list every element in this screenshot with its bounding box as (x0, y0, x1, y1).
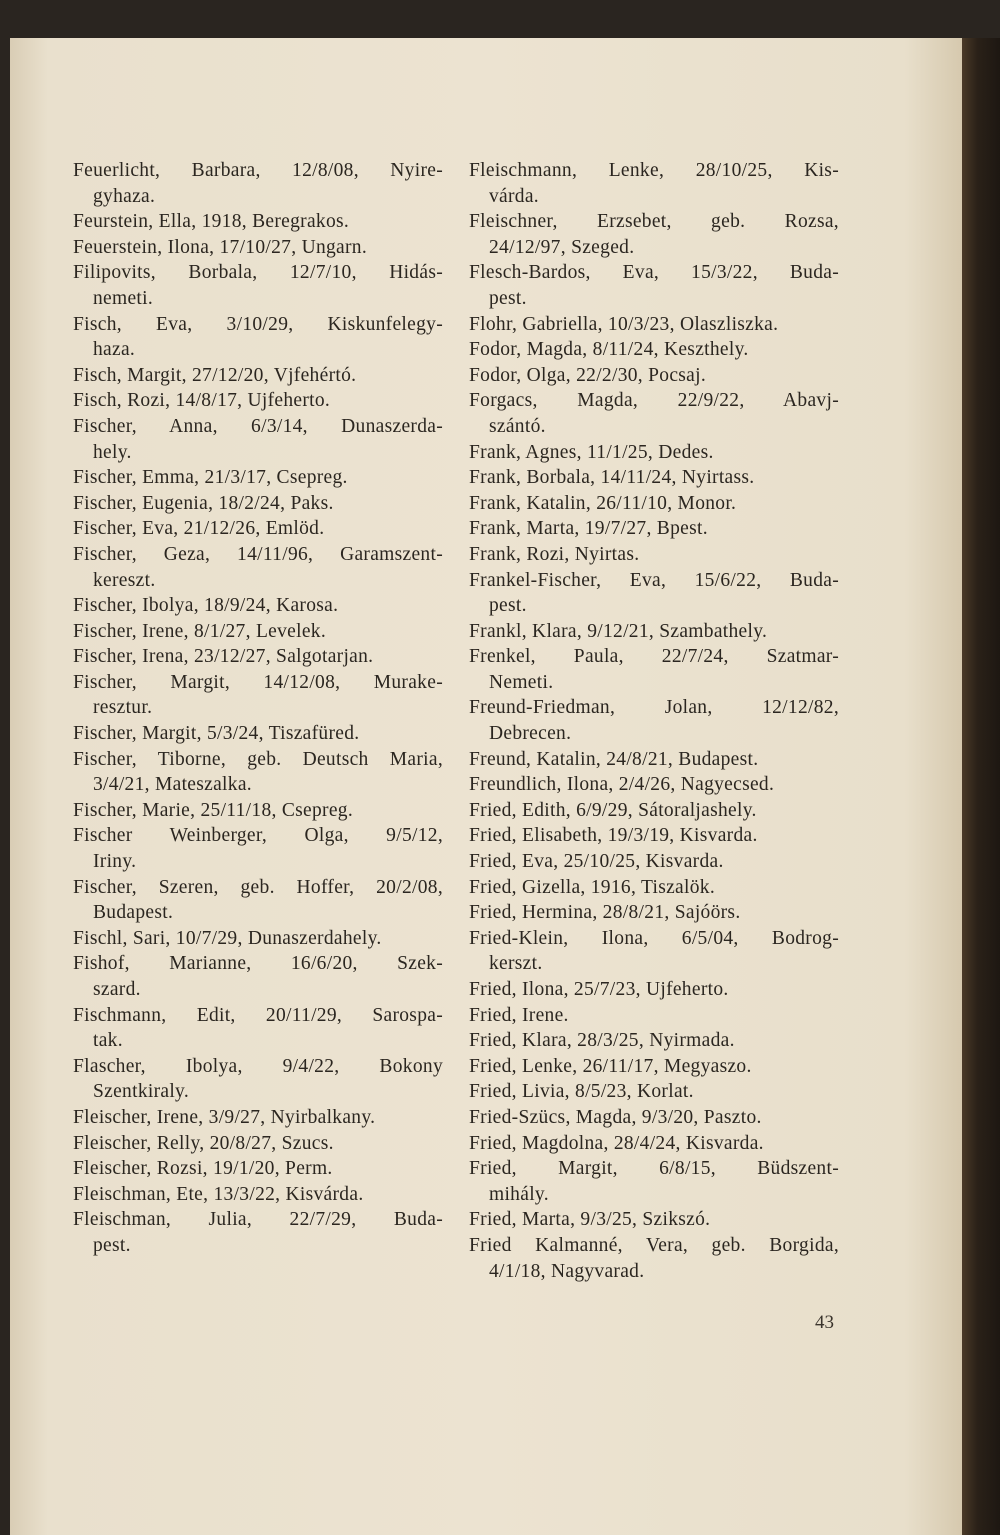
entry-text: Fischer, Eugenia, 18/2/24, Paks. (73, 492, 334, 514)
entry-text: Fischer, Anna, 6/3/14, Dunaszerda- (73, 415, 443, 437)
entry-text: Fischer, Margit, 5/3/24, Tiszafüred. (73, 723, 360, 745)
entry-text: Fischer, Eva, 21/12/26, Emlöd. (73, 518, 325, 540)
entry-continuation: szántó. (489, 415, 546, 437)
list-entry (469, 312, 839, 338)
entry-text: Fleischer, Relly, 20/8/27, Szucs. (73, 1132, 334, 1154)
list-entry (469, 747, 839, 773)
list-entry (73, 260, 443, 311)
entry-text: Frankl, Klara, 9/12/21, Szambathely. (469, 620, 768, 642)
list-entry (469, 1233, 839, 1284)
entry-text: Feurstein, Ella, 1918, Beregrakos. (73, 211, 350, 233)
list-entry (469, 1207, 839, 1233)
entry-continuation: várda. (489, 185, 539, 207)
list-entry (469, 1079, 839, 1105)
list-entry (73, 798, 443, 824)
entry-text: Fisch, Margit, 27/12/20, Vjfehértó. (73, 364, 357, 386)
entry-text: Frenkel, Paula, 22/7/24, Szatmar- (469, 646, 839, 668)
entry-continuation: gyhaza. (93, 185, 156, 207)
entry-text: Frank, Agnes, 11/1/25, Dedes. (469, 441, 714, 463)
entry-text: Fodor, Magda, 8/11/24, Keszthely. (469, 339, 749, 361)
entry-text: Fodor, Olga, 22/2/30, Pocsaj. (469, 364, 707, 386)
entry-continuation: Budapest. (93, 902, 174, 924)
entry-continuation: 3/4/21, Mateszalka. (93, 774, 252, 796)
entry-text: Fischer, Szeren, geb. Hoffer, 20/2/08, (73, 876, 443, 898)
entry-text: Fischer Weinberger, Olga, 9/5/12, (73, 825, 443, 847)
entry-text: Fried, Ilona, 25/7/23, Ujfeherto. (469, 979, 729, 1000)
list-entry (73, 747, 443, 798)
list-entry (469, 260, 839, 311)
entry-text: Fishof, Marianne, 16/6/20, Szek- (73, 953, 443, 975)
entry-text: Freund-Friedman, Jolan, 12/12/82, (469, 697, 839, 719)
entry-text: Feuerlicht, Barbara, 12/8/08, Nyire- (73, 160, 443, 181)
entry-continuation: mihály. (489, 1183, 549, 1205)
page-number: 43 (815, 1312, 834, 1333)
entry-text: Fischer, Geza, 14/11/96, Garamszent- (73, 543, 443, 565)
right-column (469, 158, 839, 1284)
list-entry (73, 593, 443, 619)
list-entry (73, 465, 443, 491)
list-entry (469, 900, 839, 926)
entry-text: Feuerstein, Ilona, 17/10/27, Ungarn. (73, 236, 368, 258)
list-entry (469, 823, 839, 849)
list-entry (469, 1105, 839, 1131)
entry-text: Frank, Rozi, Nyirtas. (469, 543, 640, 565)
entry-text: Fleischer, Irene, 3/9/27, Nyirbalkany. (73, 1106, 376, 1128)
entry-continuation: Nemeti. (489, 671, 554, 693)
list-entry (73, 542, 443, 593)
list-entry (73, 1105, 443, 1131)
list-entry (73, 1003, 443, 1054)
entry-text: Fisch, Eva, 3/10/29, Kiskunfelegy- (73, 313, 443, 335)
list-entry (469, 209, 839, 260)
list-entry (469, 644, 839, 695)
entry-text: Fried, Livia, 8/5/23, Korlat. (469, 1081, 694, 1103)
entry-text: Fried-Klein, Ilona, 6/5/04, Bodrog- (469, 927, 839, 949)
list-entry (469, 440, 839, 466)
list-entry (469, 1028, 839, 1054)
entry-text: Fischer, Emma, 21/3/17, Csepreg. (73, 467, 348, 489)
list-entry (73, 926, 443, 952)
list-entry (73, 1054, 443, 1105)
list-entry (73, 491, 443, 517)
entry-text: Fleischman, Ete, 13/3/22, Kisvárda. (73, 1183, 364, 1205)
entry-continuation: szard. (93, 979, 141, 1000)
entry-text: Fischer, Irena, 23/12/27, Salgotarjan. (73, 646, 374, 668)
entry-continuation: 24/12/97, Szeged. (489, 236, 635, 258)
list-entry (73, 1207, 443, 1258)
entry-text: Fried, Irene. (469, 1004, 569, 1026)
entry-text: Fried-Szücs, Magda, 9/3/20, Paszto. (469, 1106, 762, 1128)
entry-text: Fleischman, Julia, 22/7/29, Buda- (73, 1209, 443, 1231)
entry-text: Freundlich, Ilona, 2/4/26, Nagyecsed. (469, 774, 775, 796)
list-entry (73, 721, 443, 747)
list-entry (469, 926, 839, 977)
entry-continuation: resztur. (93, 697, 153, 719)
entry-text: Flesch-Bardos, Eva, 15/3/22, Buda- (469, 262, 839, 284)
list-entry (469, 619, 839, 645)
list-entry (73, 414, 443, 465)
entry-text: Fried, Klara, 28/3/25, Nyirmada. (469, 1030, 735, 1052)
list-entry (469, 1003, 839, 1029)
entry-text: Fleischner, Erzsebet, geb. Rozsa, (469, 211, 839, 233)
list-entry (469, 695, 839, 746)
entry-text: Fischer, Tiborne, geb. Deutsch Maria, (73, 748, 443, 770)
entry-text: Fried, Edith, 6/9/29, Sátoraljashely. (469, 799, 757, 821)
list-entry (469, 337, 839, 363)
list-entry (73, 875, 443, 926)
list-entry (469, 158, 839, 209)
list-entry (73, 1131, 443, 1157)
list-entry (469, 977, 839, 1003)
entry-continuation: hely. (93, 441, 132, 463)
list-entry (469, 1156, 839, 1207)
list-entry (469, 542, 839, 568)
entry-text: Filipovits, Borbala, 12/7/10, Hidás- (73, 262, 443, 284)
list-entry (73, 235, 443, 261)
list-entry (469, 568, 839, 619)
list-entry (73, 312, 443, 363)
left-column (73, 158, 443, 1259)
entry-text: Fleischmann, Lenke, 28/10/25, Kis- (469, 160, 839, 181)
entry-text: Fried, Lenke, 26/11/17, Megyaszo. (469, 1055, 752, 1077)
entry-text: Frankel-Fischer, Eva, 15/6/22, Buda- (469, 569, 839, 591)
entry-text: Forgacs, Magda, 22/9/22, Abavj- (469, 390, 839, 412)
list-entry (73, 619, 443, 645)
list-entry (73, 1156, 443, 1182)
entry-text: Fried, Hermina, 28/8/21, Sajóörs. (469, 902, 741, 924)
entry-text: Fischer, Irene, 8/1/27, Levelek. (73, 620, 327, 642)
list-entry (73, 363, 443, 389)
entry-continuation: kerszt. (489, 953, 543, 975)
entry-text: Fischer, Margit, 14/12/08, Murake- (73, 671, 443, 693)
entry-text: Fried Kalmanné, Vera, geb. Borgida, (469, 1234, 839, 1256)
entry-continuation: Iriny. (93, 851, 137, 873)
entry-text: Fisch, Rozi, 14/8/17, Ujfeherto. (73, 390, 331, 412)
list-entry (73, 209, 443, 235)
list-entry (469, 516, 839, 542)
list-entry (469, 388, 839, 439)
list-entry (73, 388, 443, 414)
entry-continuation: pest. (489, 287, 527, 309)
list-entry (73, 158, 443, 209)
list-entry (469, 875, 839, 901)
list-entry (469, 465, 839, 491)
entry-text: Fried, Elisabeth, 19/3/19, Kisvarda. (469, 825, 758, 847)
entry-continuation: haza. (93, 339, 136, 361)
entry-continuation: 4/1/18, Nagyvarad. (489, 1260, 645, 1282)
list-entry (469, 1131, 839, 1157)
entry-text: Flascher, Ibolya, 9/4/22, Bokony (73, 1055, 443, 1077)
list-entry (469, 1054, 839, 1080)
entry-continuation: pest. (489, 595, 527, 617)
entry-continuation: nemeti. (93, 287, 154, 309)
entry-text: Frank, Katalin, 26/11/10, Monor. (469, 492, 737, 514)
list-entry (469, 491, 839, 517)
entry-text: Flohr, Gabriella, 10/3/23, Olaszliszka. (469, 313, 779, 335)
entry-continuation: kereszt. (93, 569, 156, 591)
list-entry (469, 772, 839, 798)
entry-text: Fried, Eva, 25/10/25, Kisvarda. (469, 851, 724, 873)
list-entry (469, 798, 839, 824)
entry-text: Fischmann, Edit, 20/11/29, Sarospa- (73, 1004, 443, 1026)
entry-text: Fischer, Ibolya, 18/9/24, Karosa. (73, 595, 339, 617)
list-entry (73, 516, 443, 542)
entry-continuation: pest. (93, 1234, 131, 1256)
list-entry (469, 849, 839, 875)
list-entry (73, 823, 443, 874)
entry-continuation: Debrecen. (489, 723, 572, 745)
book-spine (962, 38, 1000, 1535)
entry-text: Fleischer, Rozsi, 19/1/20, Perm. (73, 1158, 333, 1180)
entry-continuation: Szentkiraly. (93, 1081, 190, 1103)
entry-text: Fried, Gizella, 1916, Tiszalök. (469, 876, 715, 898)
list-entry (73, 644, 443, 670)
entry-text: Fried, Margit, 6/8/15, Büdszent- (469, 1158, 839, 1180)
entry-text: Freund, Katalin, 24/8/21, Budapest. (469, 748, 759, 770)
entry-text: Fried, Marta, 9/3/25, Szikszó. (469, 1209, 711, 1231)
entry-text: Fried, Magdolna, 28/4/24, Kisvarda. (469, 1132, 764, 1154)
entry-text: Fischer, Marie, 25/11/18, Csepreg. (73, 799, 354, 821)
entry-text: Frank, Borbala, 14/11/24, Nyirtass. (469, 467, 755, 489)
entry-text: Frank, Marta, 19/7/27, Bpest. (469, 518, 708, 540)
entry-text: Fischl, Sari, 10/7/29, Dunaszerdahely. (73, 927, 382, 949)
entry-continuation: tak. (93, 1030, 123, 1052)
list-entry (73, 670, 443, 721)
list-entry (73, 951, 443, 1002)
list-entry (469, 363, 839, 389)
list-entry (73, 1182, 443, 1208)
